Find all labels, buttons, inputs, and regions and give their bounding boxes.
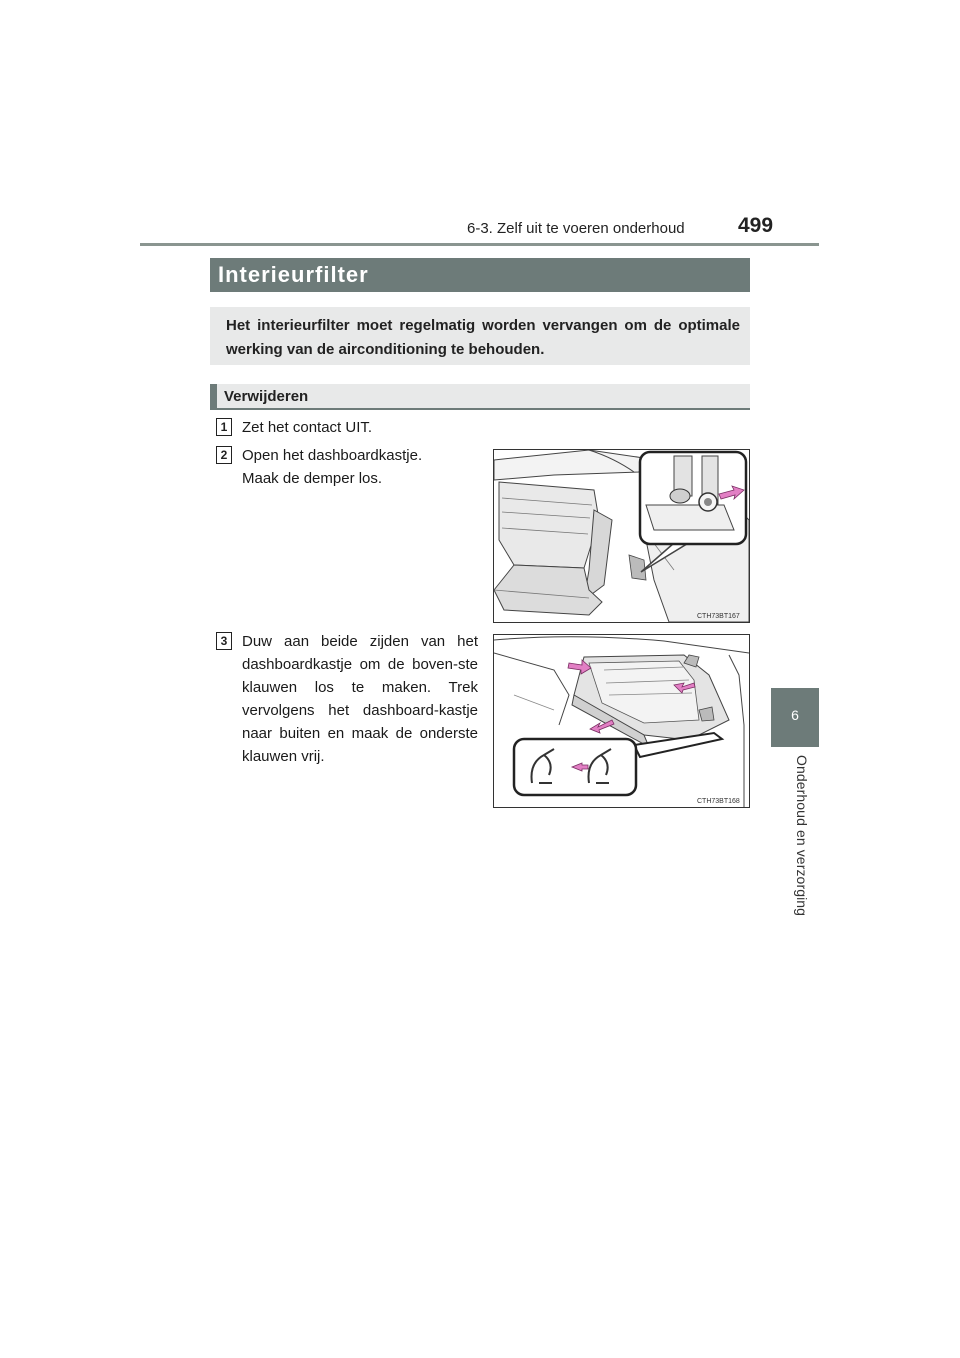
step-number-1: 1	[216, 418, 232, 436]
subsection-title: Verwijderen	[224, 388, 309, 405]
figure-glovebox-damper	[493, 449, 750, 623]
chapter-title: Onderhoud en verzorging	[794, 755, 810, 917]
step-2-line-2: Maak de demper los.	[242, 470, 383, 487]
chapter-number: 6	[791, 707, 799, 723]
step-2-line-1: Open het dashboardkastje.	[242, 447, 423, 464]
section-title: 6-3. Zelf uit te voeren onderhoud	[467, 220, 685, 237]
page-number: 499	[738, 214, 774, 237]
page-title: Interieurfilter	[218, 262, 369, 287]
figure-glovebox-claws	[493, 634, 750, 808]
step-number-3: 3	[216, 632, 232, 650]
intro-text: Het interieurfilter moet regelmatig worden vervangen om de optimale werking van de airconditioning te behouden.	[226, 317, 740, 358]
figure-code-1: CTH73BT167	[697, 613, 740, 620]
header-rule	[140, 243, 819, 246]
subsection-accent	[210, 384, 217, 410]
step-1-text: Zet het contact UIT.	[242, 419, 373, 436]
step-3-text: Duw aan beide zijden van het dashboardkastje om de boven-ste klauwen los te maken. Trek vervolgens het dashboard-kastje naar buiten en maak de onderste klauwen vrij.	[242, 633, 478, 765]
step-number-2: 2	[216, 446, 232, 464]
figure-code-2: CTH73BT168	[697, 798, 740, 805]
